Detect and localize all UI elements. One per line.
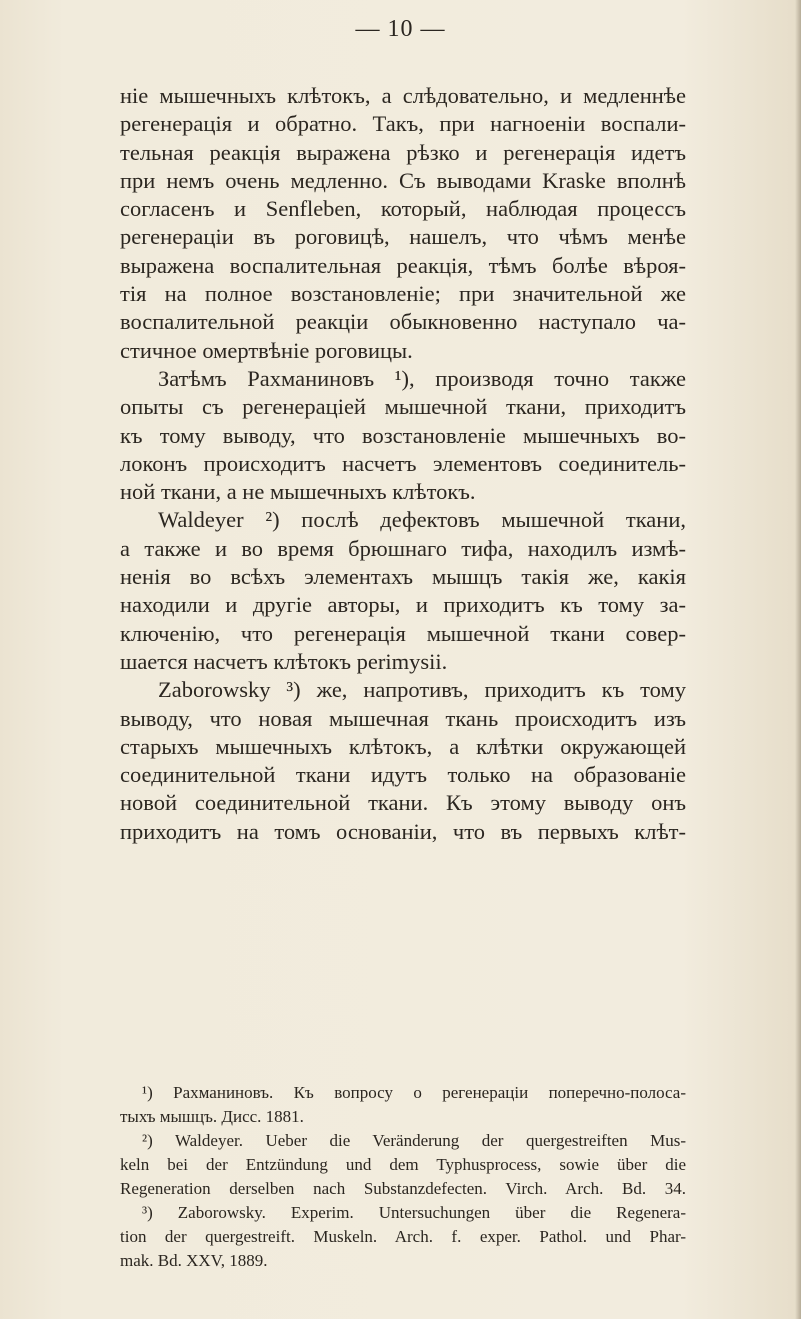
text-line: находили и другіе авторы, и приходитъ къ тому за- (120, 592, 686, 618)
text-line: ніе мышечныхъ клѣтокъ, а слѣдовательно, и медленнѣе (120, 83, 686, 108)
text-line: ключенію, что регенерація мышечной ткани совер- (120, 620, 686, 646)
footnote-line: ³) Zaborowsky. Experim. Untersuchungen über die Regenera- (142, 1203, 686, 1222)
text-line: соединительной ткани идутъ только на образованіе (120, 762, 686, 788)
text-line: опыты съ регенераціей мышечной ткани, приходитъ (120, 394, 686, 420)
text-line: приходитъ на томъ основаніи, что въ первыхъ клѣт- (120, 818, 686, 844)
text-line: шается насчетъ клѣтокъ perimysii. (120, 648, 448, 674)
footnotes (120, 1081, 686, 1273)
text-line: регенераціи въ роговицѣ, нашелъ, что чѣмъ менѣе (120, 224, 686, 250)
text-line: ной ткани, а не мышечныхъ клѣтокъ. (120, 479, 476, 505)
text-line: локонъ происходитъ насчетъ элементовъ соединитель- (120, 450, 686, 476)
footnote-line: mak. Bd. XXV, 1889. (120, 1251, 268, 1270)
main-text (120, 82, 686, 846)
text-line: выражена воспалительная реакція, тѣмъ болѣе вѣроя- (120, 252, 686, 278)
text-line: Waldeyer ²) послѣ дефектовъ мышечной ткани, (158, 507, 686, 533)
footnote-line: тыхъ мышцъ. Дисс. 1881. (120, 1107, 304, 1126)
footnote-line: ¹) Рахманиновъ. Къ вопросу о регенераціи поперечно-полоса- (142, 1083, 686, 1102)
text-line: стичное омертвѣніе роговицы. (120, 337, 413, 363)
text-line: согласенъ и Senfleben, который, наблюдая процессъ (120, 196, 686, 222)
footnote-line: tion der quergestreift. Muskeln. Arch. f. exper. Pathol. und Phar- (120, 1227, 686, 1246)
footnote-line: ²) Waldeyer. Ueber die Veränderung der quergestreiften Mus- (142, 1131, 686, 1150)
footnote-line: Regeneration derselben nach Substanzdefecten. Virch. Arch. Bd. 34. (120, 1179, 686, 1198)
text-line: а также и во время брюшнаго тифа, находилъ измѣ- (120, 535, 686, 561)
text-line: ненія во всѣхъ элементахъ мышцъ такія же, какія (120, 564, 686, 590)
text-line: регенерація и обратно. Такъ, при нагноеніи воспали- (120, 111, 686, 137)
footnote-line: keln bei der Entzündung und dem Typhusprocess, sowie über die (120, 1155, 686, 1174)
page-edge-shadow (795, 0, 801, 1319)
text-line: старыхъ мышечныхъ клѣтокъ, а клѣтки окружающей (120, 733, 686, 759)
text-line: новой соединительной ткани. Къ этому выводу онъ (120, 790, 686, 816)
text-line: Zaborowsky ³) же, напротивъ, приходитъ къ тому (158, 677, 686, 703)
text-line: выводу, что новая мышечная ткань происходитъ изъ (120, 705, 686, 731)
text-line: при немъ очень медленно. Съ выводами Kraske вполнѣ (120, 167, 686, 193)
text-line: тія на полное возстановленіе; при значительной же (120, 281, 686, 307)
text-line: тельная реакція выражена рѣзко и регенерація идетъ (120, 139, 686, 165)
text-line: воспалительной реакціи обыкновенно наступало ча- (120, 309, 686, 335)
page-number: — 10 — (355, 16, 446, 42)
text-line: Затѣмъ Рахманиновъ ¹), производя точно также (158, 365, 686, 391)
text-line: къ тому выводу, что возстановленіе мышечныхъ во- (120, 422, 686, 448)
